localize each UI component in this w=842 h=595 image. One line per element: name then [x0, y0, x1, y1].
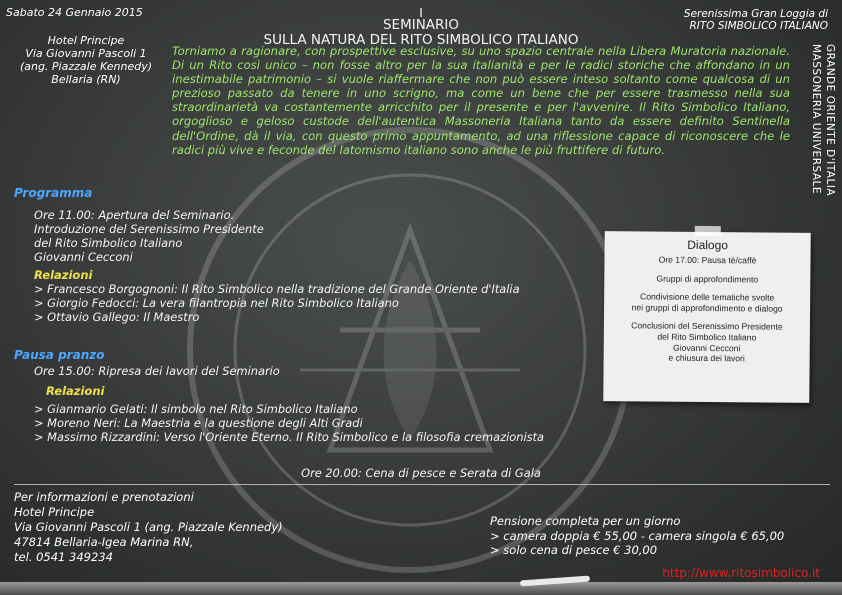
dialogo-note-card	[603, 231, 810, 403]
divider	[14, 484, 830, 485]
pricing-info	[490, 514, 830, 558]
lodge-line: RITO SIMBOLICO ITALIANO	[689, 20, 828, 32]
list-item: > Massimo Rizzardini: Verso l'Oriente Eterno. Il Rito Simbolico e la filosofia cremazionista	[34, 430, 544, 444]
note-item	[604, 273, 810, 285]
title-line: SEMINARIO	[382, 17, 460, 33]
venue-line: Hotel Principe	[47, 34, 125, 47]
contact-line: Hotel Principe	[14, 505, 95, 519]
list-item: > Gianmario Gelati: Il simbolo nel Rito Simbolico Italiano	[34, 402, 358, 416]
lunch-heading: Pausa pranzo	[14, 348, 105, 362]
venue-line: (ang. Piazzale Kennedy)	[19, 60, 153, 73]
note-item	[604, 254, 810, 266]
afternoon-talks-list	[34, 402, 634, 444]
note-line: Conclusioni del Serenissimo Presidente	[631, 320, 783, 333]
opening-line: Ore 11.00: Apertura del Seminario.	[34, 208, 235, 222]
contact-line: 47814 Bellaria-Igea Marina RN,	[14, 535, 194, 549]
morning-talks-list	[34, 282, 594, 324]
intro-paragraph: Torniamo a ragionare, con prospettive esclusive, su uno spazio centrale nella Libera Muratoria nazionale. Di un Rito così unico – non fosse altro per la sua italianità e per le radici storiche che affondano in un inestimabile patrimonio – si vuole riaffermare che non può essere inteso soltanto come qualcosa di un prezioso passato da tenere in uno scrigno, ma come un bene che per essere trasmesso nella sua straordinarietà va costantemente arricchito per il presente e per l'avvenire. Il Rito Simbolico Italiano, orgoglioso e geloso custode dell'autentica Massoneria Italiana tanto da essere definito Sentinella dell'Ordine, dà il via, con questo primo appuntamento, ad una riflessione capace di riconoscere che le radici più vive e feconde del latomismo italiano sono anche le più fruttifere di futuro.	[172, 44, 790, 157]
opening-session	[34, 208, 434, 264]
afternoon-talks-heading: Relazioni	[46, 384, 105, 398]
pricing-line: Pensione completa per un giorno	[490, 514, 681, 528]
opening-line: Giovanni Cecconi	[34, 250, 133, 264]
note-line: Giovanni Cecconi	[673, 342, 741, 353]
note-title: Dialogo	[687, 237, 729, 253]
venue-line: Bellaria (RN)	[51, 73, 121, 86]
chalkboard-ledge	[0, 582, 842, 595]
list-item: > Giorgio Fedocci: La vera filantropia nel Rito Simbolico Italiano	[34, 296, 399, 310]
event-date: Sabato 24 Gennaio 2015	[6, 6, 143, 19]
opening-line: Introduzione del Serenissimo Presidente	[34, 222, 264, 236]
note-line: del Rito Simbolico Italiano	[657, 331, 757, 343]
contact-info	[14, 490, 314, 565]
afternoon-session: Ore 15.00: Ripresa dei lavori del Seminario	[34, 364, 280, 378]
venue-line: Via Giovanni Pascoli 1	[25, 47, 147, 60]
dinner-line: Ore 20.00: Cena di pesce e Serata di Gala	[301, 466, 541, 480]
pricing-line: > solo cena di pesce € 30,00	[490, 543, 658, 557]
morning-talks-heading: Relazioni	[34, 268, 93, 282]
note-item	[604, 291, 810, 314]
list-item: > Ottavio Gallego: Il Maestro	[34, 310, 200, 324]
vertical-line: MASSONERIA UNIVERSALE	[810, 44, 822, 195]
note-line: Gruppi di approfondimento	[656, 273, 759, 285]
list-item: > Francesco Borgognoni: Il Rito Simbolico nella tradizione del Grande Oriente d'Italia	[34, 282, 520, 296]
vertical-line: GRANDE ORIENTE D'ITALIA	[824, 44, 836, 197]
opening-line: del Rito Simbolico Italiano	[34, 236, 183, 250]
tape-strip	[695, 226, 721, 236]
note-line: Ore 17.00: Pausa tè/caffè	[658, 254, 757, 266]
note-line: Condivisione delle tematiche svolte	[640, 291, 775, 303]
note-line: nei gruppi di approfondimento e dialogo	[631, 302, 783, 314]
contact-line: tel. 0541 349234	[14, 550, 113, 564]
contact-line: Per informazioni e prenotazioni	[14, 490, 194, 504]
seminar-number: I	[419, 6, 423, 20]
lodge-line: Serenissima Gran Loggia di	[683, 8, 828, 20]
website-link[interactable]: http://www.ritosimbolico.it	[662, 566, 820, 580]
pricing-line: > camera doppia € 55,00 - camera singola € 65,00	[490, 528, 785, 543]
vertical-masthead	[798, 42, 838, 207]
contact-line: Via Giovanni Pascoli 1 (ang. Piazzale Kennedy)	[14, 520, 283, 534]
list-item: > Moreno Neri: La Maestria e la questione degli Alti Gradi	[34, 416, 363, 430]
title-line: SULLA NATURA DEL RITO SIMBOLICO ITALIANO	[263, 32, 579, 48]
note-items	[604, 254, 811, 365]
note-line: e chiusura dei lavori	[668, 352, 745, 364]
note-item	[604, 320, 810, 364]
program-heading: Programma	[14, 186, 93, 200]
